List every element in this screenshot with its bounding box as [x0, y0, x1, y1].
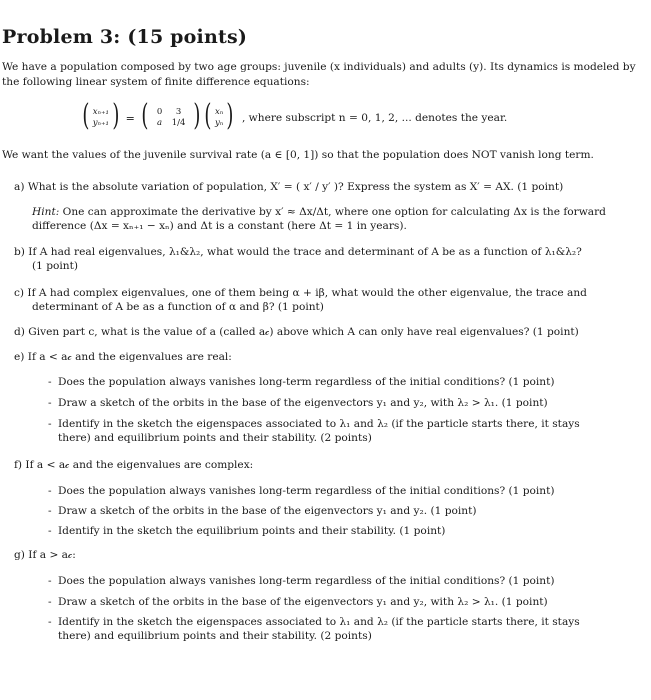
rhs-bottom: yₙ — [214, 118, 224, 128]
m21: a — [156, 118, 163, 128]
part-f-bullet-1: - Does the population always vanishes long-term regardless of the initial conditions? (1 point) — [58, 485, 555, 499]
goal-statement: We want the values of the juvenile survival rate (a ∈ [0, 1]) so that the population does NOT vanish long term. — [2, 149, 594, 161]
part-f: f) If a < a𝒸 and the eigenvalues are complex: — [14, 459, 254, 471]
rhs-top: xₙ — [214, 107, 224, 117]
part-g: g) If a > a𝒸: — [14, 549, 76, 561]
m11: 0 — [156, 107, 163, 117]
part-g-bullet-3-cont: there) and equilibrium points and their stability. (2 points) — [58, 630, 372, 642]
part-g-bullet-3: - Identify in the sketch the eigenspaces associated to λ₁ and λ₂ (if the particle starts there, it stays — [58, 616, 580, 630]
left-paren: ( — [82, 98, 90, 133]
m22: 1/4 — [171, 118, 186, 128]
part-e-bullet-3-cont: there) and equilibrium points and their stability. (2 points) — [58, 432, 372, 444]
right-paren: ) — [112, 98, 120, 133]
part-b-line1: b) If A had real eigenvalues, λ₁&λ₂, what would the trace and determinant of A be as a function of λ₁&λ₂? — [14, 246, 582, 258]
part-c-line1: c) If A had complex eigenvalues, one of them being α + iβ, what would the other eigenvalue, the trace and — [14, 287, 587, 299]
hint-label: Hint: — [32, 206, 60, 218]
equation-where: , where subscript n = 0, 1, 2, ... denotes the year. — [241, 112, 508, 124]
lhs-top: xₙ₊₁ — [92, 107, 109, 117]
part-a-hint-line2: difference (Δx = xₙ₊₁ − xₙ) and Δt is a constant (here Δt = 1 in years). — [32, 220, 407, 232]
part-e-bullet-2: - Draw a sketch of the orbits in the base of the eigenvectors y₁ and y₂, with λ₂ > λ₁. (1 point) — [58, 397, 548, 411]
part-d: d) Given part c, what is the value of a (called a𝒸) above which A can only have real eigenvalues? (1 point) — [14, 326, 579, 338]
part-g-bullet-1: - Does the population always vanishes long-term regardless of the initial conditions? (1 point) — [58, 575, 555, 589]
part-a: a) What is the absolute variation of population, X′ = ( x′ / y′ )? Express the system as X′ = AX. (1 point) — [14, 181, 564, 193]
coefficient-matrix — [152, 107, 190, 129]
part-e: e) If a < a𝒸 and the eigenvalues are real: — [14, 351, 232, 363]
part-f-bullet-3: - Identify in the sketch the equilibrium points and their stability. (1 point) — [58, 525, 445, 539]
problem-title: Problem 3: (15 points) — [2, 26, 248, 48]
left-paren: ( — [204, 98, 212, 133]
part-e-bullet-1: - Does the population always vanishes long-term regardless of the initial conditions? (1 point) — [58, 376, 555, 390]
equals-sign: = — [125, 111, 135, 125]
part-b-line2: (1 point) — [32, 260, 79, 272]
lhs-vector — [93, 107, 109, 129]
lhs-bottom: yₙ₊₁ — [92, 118, 109, 128]
right-paren: ) — [192, 98, 200, 133]
part-e-bullet-3: - Identify in the sketch the eigenspaces associated to λ₁ and λ₂ (if the particle starts there, it stays — [58, 418, 580, 432]
part-a-hint-line1 — [32, 206, 606, 220]
right-paren: ) — [226, 98, 234, 133]
left-paren: ( — [141, 98, 149, 133]
hint-text: One can approximate the derivative by x′ ≈ Δx/Δt, where one option for calculating Δx is the forward — [59, 206, 606, 218]
part-f-bullet-2: - Draw a sketch of the orbits in the base of the eigenvectors y₁ and y₂. (1 point) — [58, 505, 476, 519]
part-c-line2: determinant of A be as a function of α and β? (1 point) — [32, 301, 324, 313]
part-g-bullet-2: - Draw a sketch of the orbits in the base of the eigenvectors y₁ and y₂, with λ₂ > λ₁. (1 point) — [58, 596, 548, 610]
m12: 3 — [175, 107, 182, 117]
rhs-vector — [215, 107, 223, 129]
difference-equation — [80, 98, 508, 135]
intro-paragraph: We have a population composed by two age groups: juvenile (x individuals) and adults (y). Its dynamics is modeled by the following linear system of finite difference equations: — [2, 61, 636, 88]
